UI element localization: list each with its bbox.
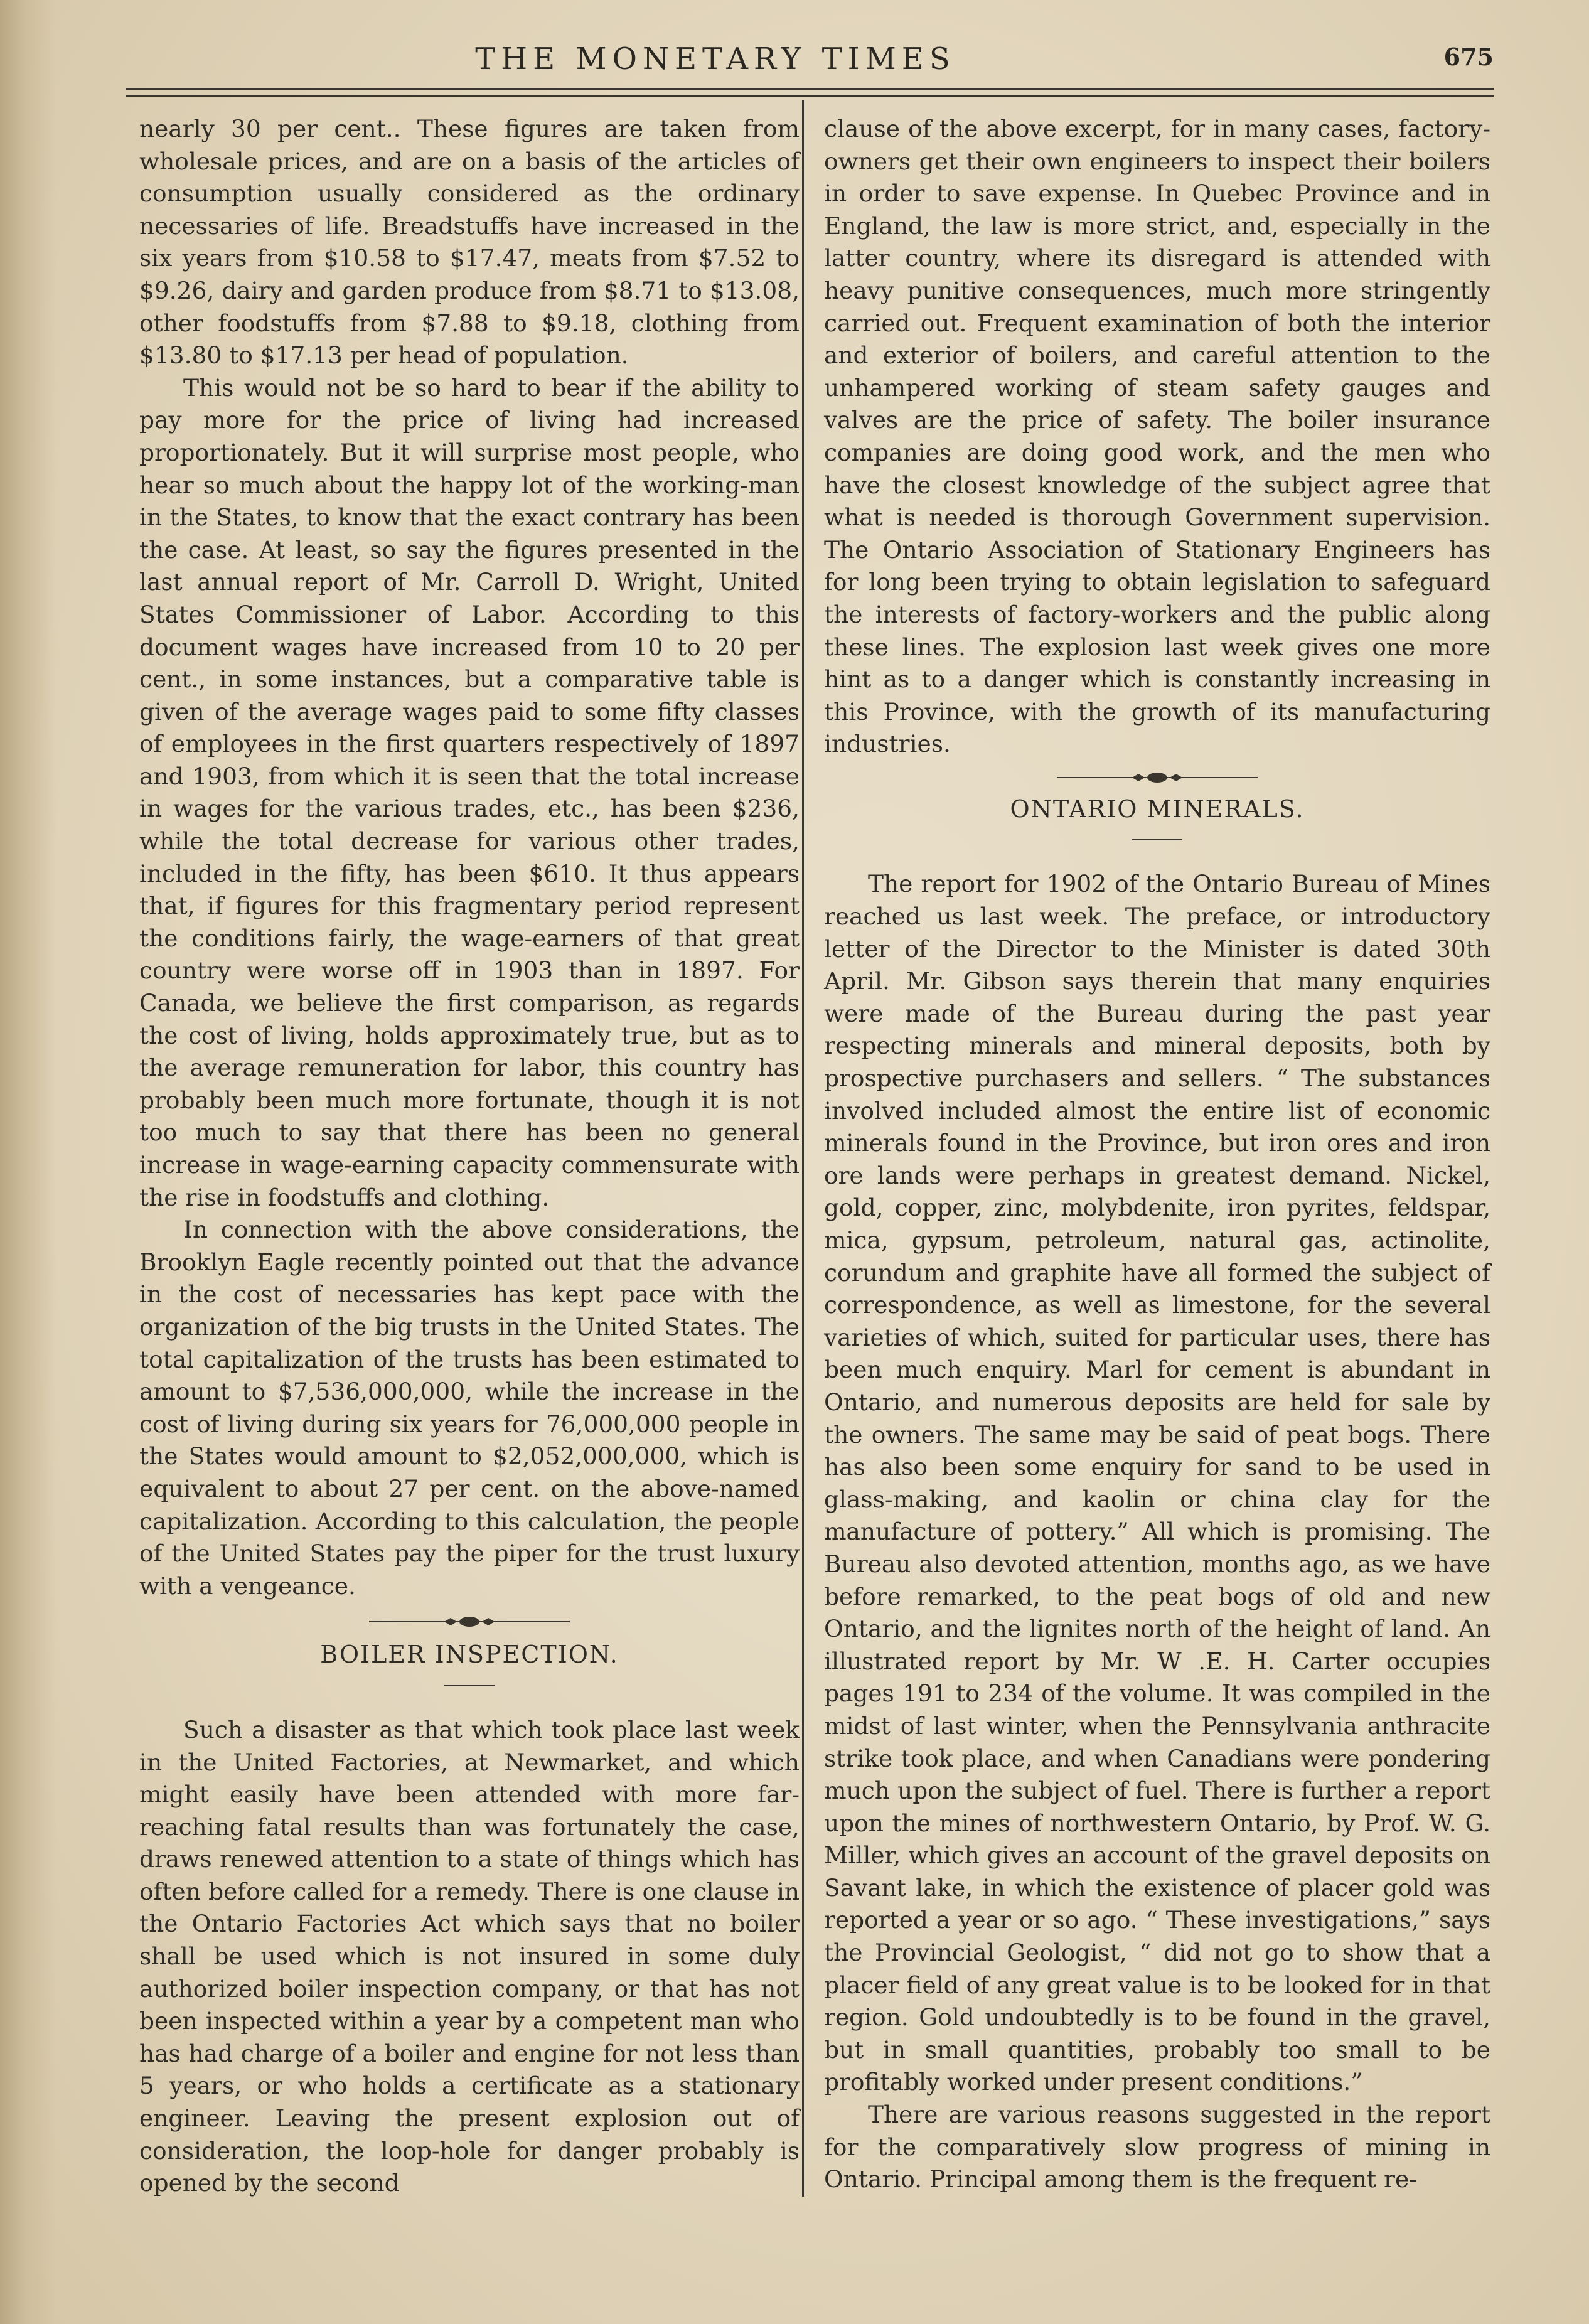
paragraph-boiler-clause: clause of the above excerpt, for in many cases, factory-owners get their own engineers to inspect their boilers in order to save expense. In Quebec Province and in England, the law is more strict, and, especially in the latter country, where its disregard is attended with heavy punitive consequences, much more stringently carried out. Frequent examination of both the interior and exterior of boilers, and careful attention to the unhampered working of steam safety gauges and valves are the price of safety. The boiler insurance companies are doing good work, and the men who have the closest knowledge of the subject agree that what is needed is thorough Government supervision. The Ontario Association of Stationary Engineers has for long been trying to obtain legislation to safeguard the interests of factory-workers and the public along these lines. The explosion last week gives one more hint as to a danger which is constantly increasing in this Province, with the growth of its manufacturing industries. <box>824 115 1490 758</box>
paragraph-boiler-disaster: Such a disaster as that which took place last week in the United Factories, at Newmarket, and which might easily have been attended with more far-reaching fatal results than was fortunately the case, draws renewed attention to a state of things which has often before called for a remedy. There is one clause in the Ontario Factories Act which says that no boiler shall be used which is not insured in some duly authorized boiler inspection company, or that has not been inspected within a year by a competent man who has had charge of a boiler and engine for not less than 5 years, or who holds a certificate as a stationary engineer. Leaving the present explosion out of consideration, the loop-hole for danger probably is opened by the second <box>139 1715 800 2197</box>
right-column <box>824 113 1490 2196</box>
heading-underline <box>444 1685 495 1686</box>
heading-boiler-inspection: BOILER INSPECTION. <box>320 1641 619 1669</box>
section-ornament <box>1044 767 1270 788</box>
left-column <box>139 113 800 2200</box>
paragraph-wages: This would not be so hard to bear if the ability to pay more for the price of living had increased proportionately. But it will surprise most people, who hear so much about the happy lot of the working-man in the States, to know that the exact contrary has been the case. At least, so say the figures presented in the last annual report of Mr. Carroll D. Wright, United States Commissioner of Labor. According to this document wages have increased from 10 to 20 per cent., in some instances, but a comparative table is given of the average wages paid to some fifty classes of employees in the first quarters respectively of 1897 and 1903, from which it is seen that the total increase in wages for the various trades, etc., has been $236, while the total decrease for various other trades, included in the fifty, has been $610. It thus appears that, if figures for this fragmentary period represent the conditions fairly, the wage-earners of that great country were worse off in 1903 than in 1897. For Canada, we believe the first comparison, as regards the cost of living, holds approximately true, but as to the average remuneration for labor, this country has probably been much more fortunate, though it is not too much to say that there has been no general increase in wage-earning capacity commensurate with the rise in foodstuffs and clothing. <box>139 373 800 1211</box>
page-header <box>126 36 1494 87</box>
paragraph-bureau-of-mines: The report for 1902 of the Ontario Bureau of Mines reached us last week. The preface, or introductory letter of the Director to the Minister is dated 30th April. Mr. Gibson says therein that many enquiries were made of the Bureau during the past year respecting minerals and mineral deposits, both by prospective purchasers and sellers. “ The substances involved included almost the entire list of economic minerals found in the Province, but iron ores and iron ore lands were perhaps in greatest demand. Nickel, gold, copper, zinc, molybdenite, iron pyrites, feldspar, mica, gypsum, petroleum, natural gas, actinolite, corundum and graphite have all formed the subject of correspondence, as well as limestone, for the several varieties of which, suited for particular uses, there has been much enquiry. Marl for cement is abundant in Ontario, and numerous deposits are held for sale by the owners. The same may be said of peat bogs. There has also been some enquiry for sand to be used in glass-making, and kaolin or china clay for the manufacture of pottery.” All which is promising. The Bureau also devoted attention, months ago, as we have before remarked, to the peat bogs of old and new Ontario, and the lignites north of the height of land. An illustrated report by Mr. W .E. H. Carter occupies pages 191 to 234 of the volume. It was compiled in the midst of last winter, when the Pennsylvania anthracite strike took place, and when Canadians were pondering much upon the subject of fuel. There is further a report upon the mines of northwestern Ontario, by Prof. W. G. Miller, which gives an account of the gravel deposits on Savant lake, in which the existence of placer gold was reported a year or so ago. “ These investigations,” says the Provincial Geologist, “ did not go to show that a placer field of any great value is to be looked for in that region. Gold undoubtedly is to be found in the gravel, but in small quantities, probably too small to be profitably worked under present conditions.” <box>824 870 1490 2096</box>
page-spine-shadow <box>0 0 56 2324</box>
section-ornament <box>356 1611 582 1632</box>
heading-underline <box>1132 839 1182 840</box>
page-number: 675 <box>1443 43 1494 71</box>
paragraph-mining-progress: There are various reasons suggested in the report for the comparatively slow progress of mining in Ontario. Principal among them is the frequent re- <box>824 2101 1490 2193</box>
header-rule-thick <box>126 88 1494 90</box>
paragraph-trusts: In connection with the above considerations, the Brooklyn Eagle recently pointed out that the advance in the cost of necessaries has kept pace with the organization of the big trusts in the United States. The total capitalization of the trusts has been estimated to amount to $7,536,000,000, while the increase in the cost of living during six years for 76,000,000 people in the States would amount to $2,052,000,000, which is equivalent to about 27 per cent. on the above-named capitalization. According to this calculation, the people of the United States pay the piper for the trust luxury with a vengeance. <box>139 1216 800 1600</box>
column-divider <box>802 100 804 2197</box>
heading-ontario-minerals: ONTARIO MINERALS. <box>1010 795 1305 823</box>
masthead-title: THE MONETARY TIMES <box>475 41 956 77</box>
paragraph-cost-of-living: nearly 30 per cent.. These figures are taken from wholesale prices, and are on a basis of the articles of consumption usually considered as the ordinary necessaries of life. Breadstuffs have increased in the six years from $10.58 to $17.47, meats from $7.52 to $9.26, dairy and garden produce from $8.71 to $13.08, other foodstuffs from $7.88 to $9.18, clothing from $13.80 to $17.13 per head of population. <box>139 115 800 370</box>
header-rule-thin <box>126 95 1494 97</box>
